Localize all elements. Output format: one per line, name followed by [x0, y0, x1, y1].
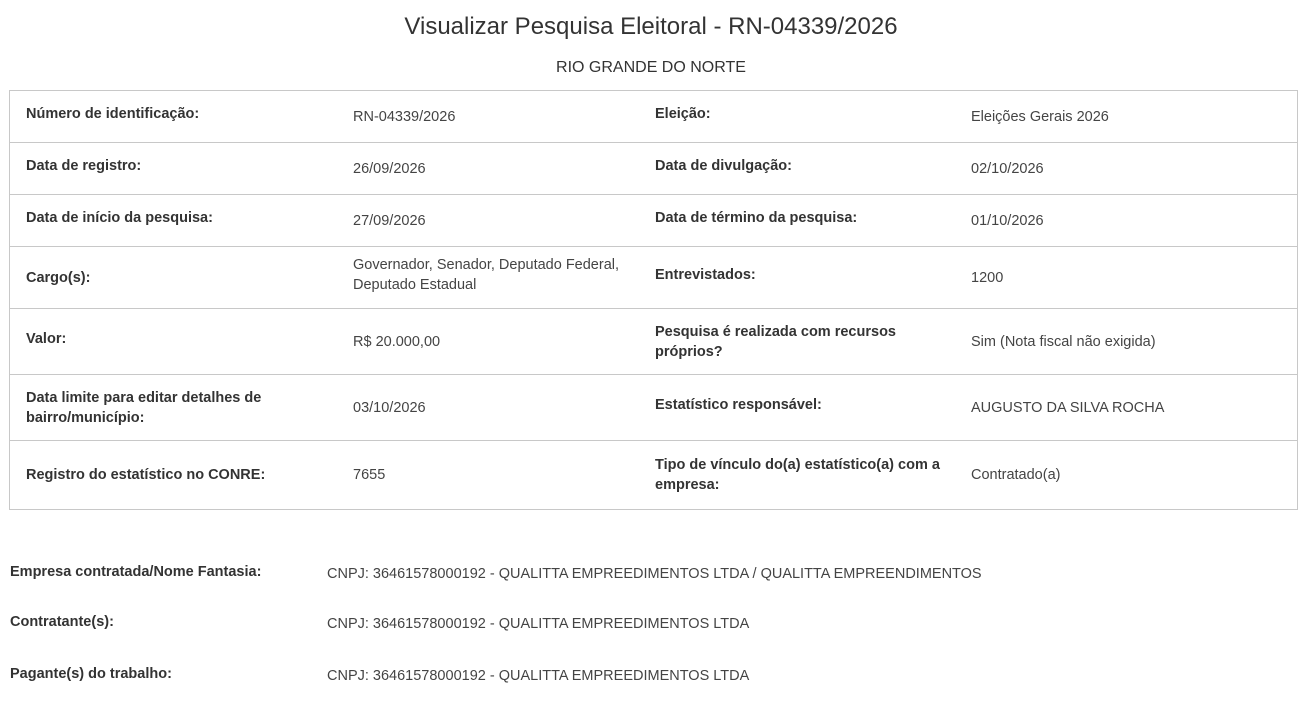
label-interviewees: Entrevistados: [643, 247, 959, 309]
value-identification-number: RN-04339/2026 [341, 91, 643, 143]
contractor-label: Contratante(s): [10, 614, 114, 630]
label-conre-registration: Registro do estatístico no CONRE: [10, 441, 342, 510]
value-statistician-bond: Contratado(a) [959, 441, 1298, 510]
label-edit-deadline: Data limite para editar detalhes de bairro/município: [10, 375, 342, 441]
table-row [10, 375, 1298, 441]
label-statistician: Estatístico responsável: [643, 375, 959, 441]
contracted-company-row [10, 562, 1300, 586]
contracted-company-value: CNPJ: 36461578000192 - QUALITTA EMPREEDIMENTOS LTDA / QUALITTA EMPREENDIMENTOS [327, 566, 982, 582]
payer-value: CNPJ: 36461578000192 - QUALITTA EMPREEDIMENTOS LTDA [327, 668, 750, 684]
value-start-date: 27/09/2026 [341, 195, 643, 247]
value-election: Eleições Gerais 2026 [959, 91, 1298, 143]
contracted-company-label: Empresa contratada/Nome Fantasia: [10, 564, 262, 580]
value-own-resources: Sim (Nota fiscal não exigida) [959, 309, 1298, 375]
label-election: Eleição: [643, 91, 959, 143]
value-statistician: AUGUSTO DA SILVA ROCHA [959, 375, 1298, 441]
value-end-date: 01/10/2026 [959, 195, 1298, 247]
value-registration-date: 26/09/2026 [341, 143, 643, 195]
value-conre-registration: 7655 [341, 441, 643, 510]
table-row [10, 247, 1298, 309]
value-interviewees: 1200 [959, 247, 1298, 309]
label-start-date: Data de início da pesquisa: [10, 195, 342, 247]
state-subtitle: RIO GRANDE DO NORTE [556, 59, 746, 76]
label-positions: Cargo(s): [10, 247, 342, 309]
label-value: Valor: [10, 309, 342, 375]
label-statistician-bond: Tipo de vínculo do(a) estatístico(a) com a empresa: [643, 441, 959, 510]
table-row [10, 195, 1298, 247]
contractor-row [10, 612, 1300, 636]
table-row [10, 91, 1298, 143]
label-identification-number: Número de identificação: [10, 91, 342, 143]
contractor-value: CNPJ: 36461578000192 - QUALITTA EMPREEDIMENTOS LTDA [327, 616, 750, 632]
page-title: Visualizar Pesquisa Eleitoral - RN-04339/2026 [404, 13, 898, 40]
table-row [10, 309, 1298, 375]
value-value: R$ 20.000,00 [341, 309, 643, 375]
label-disclosure-date: Data de divulgação: [643, 143, 959, 195]
table-row [10, 143, 1298, 195]
value-edit-deadline: 03/10/2026 [341, 375, 643, 441]
value-positions: Governador, Senador, Deputado Federal, Deputado Estadual [341, 247, 643, 309]
value-disclosure-date: 02/10/2026 [959, 143, 1298, 195]
table-row [10, 441, 1298, 510]
payer-row [10, 664, 1300, 688]
label-registration-date: Data de registro: [10, 143, 342, 195]
label-own-resources: Pesquisa é realizada com recursos próprios? [643, 309, 959, 375]
payer-label: Pagante(s) do trabalho: [10, 666, 172, 682]
label-end-date: Data de término da pesquisa: [643, 195, 959, 247]
poll-details-table [9, 90, 1298, 510]
